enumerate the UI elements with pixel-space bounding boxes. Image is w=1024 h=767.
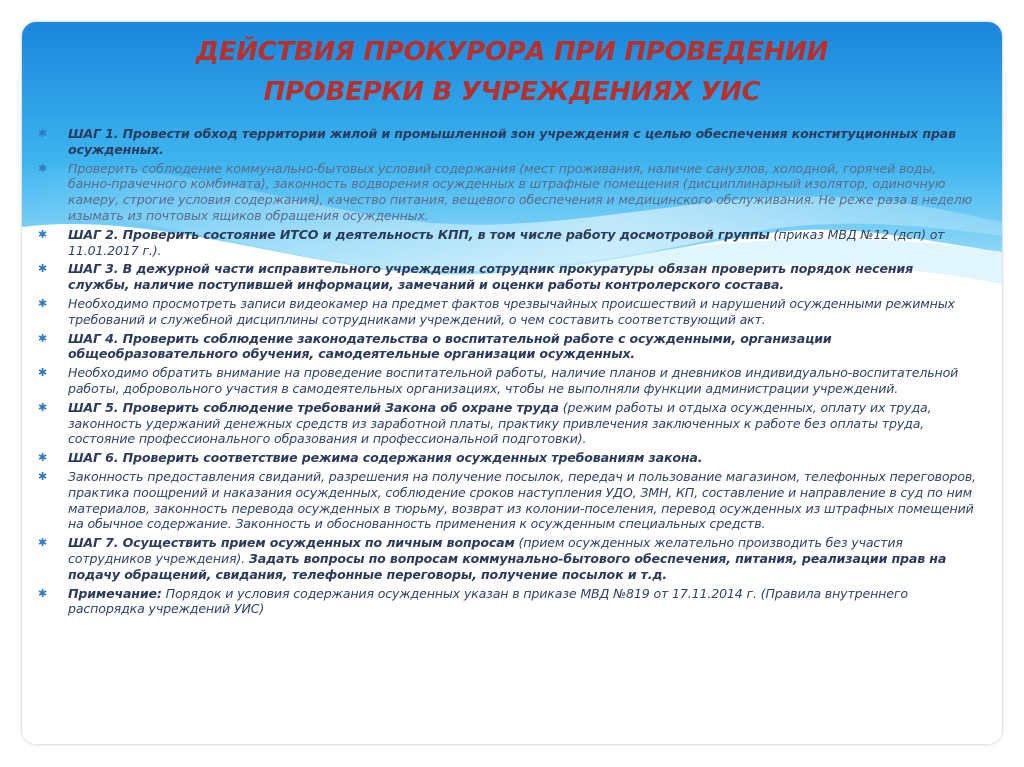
- item-bold-text: ШАГ 1. Провести обход территории жилой и промышленной зон учреждения с целью обеспечения конституционных прав осужденных.: [68, 126, 956, 157]
- list-item: [36, 469, 976, 532]
- list-item: [36, 365, 976, 397]
- item-bold-text-2: Задать вопросы по вопросам коммунально-бытового обеспечения, питания, реализации прав на подачу обращений, свидания, телефонные переговоры, получение посылок и т.д.: [68, 550, 947, 582]
- steps-list: [36, 126, 976, 620]
- item-text: Необходимо просмотреть записи видеокамер на предмет фактов чрезвычайных происшествий и нарушений осужденными режимных требований и служебной дисциплины сотрудниками учреждений, о чем составить соответствующий акт.: [68, 295, 955, 327]
- item-bold-text: ШАГ 5. Проверить соблюдение требований Закона об охране труда: [68, 399, 559, 415]
- list-item: [36, 535, 976, 582]
- item-text: Проверить соблюдение коммунально-бытовых условий содержания (мест проживания, наличие санузлов, холодной, горячей воды, банно-прачечного комбината), законность водворения осужденных в штрафные помещения (дисциплинарный изолятор, одиночную камеру, строгие условия содержания), качество питания, вещевого обеспечения и медицинского обслуживания. Не реже раза в неделю изымать из почтовых ящиков обращения осужденных.: [68, 160, 973, 223]
- item-bold-text: ШАГ 3. В дежурной части исправительного учреждения сотрудник прокуратуры обязан проверить порядок несения службы, наличие поступившей информации, замечаний и оценки работы контролерского состава.: [68, 261, 914, 293]
- asterisk-bullet-icon: ✱: [38, 296, 48, 310]
- asterisk-bullet-icon: ✱: [38, 536, 48, 550]
- list-item: [36, 126, 976, 158]
- asterisk-bullet-icon: ✱: [38, 227, 48, 241]
- title-line-1: ДЕЙСТВИЯ ПРОКУРОРА ПРИ ПРОВЕДЕНИИ: [195, 37, 829, 67]
- list-item: [36, 161, 976, 224]
- asterisk-bullet-icon: ✱: [38, 451, 48, 465]
- asterisk-bullet-icon: ✱: [38, 400, 48, 414]
- list-item: [36, 586, 976, 618]
- item-bold-text: ШАГ 4. Проверить соблюдение законодательства о воспитательной работе с осужденными, организации общеобразовательного обучения, самодеятельные организации осужденных.: [68, 330, 832, 362]
- list-item: [36, 450, 976, 466]
- item-text: (приказ МВД №12 (дсп) от 11.01.2017 г.).: [68, 226, 945, 258]
- title-line-2: ПРОВЕРКИ В УЧРЕЖДЕНИЯХ УИС: [263, 77, 761, 107]
- item-bold-text: ШАГ 6. Проверить соответствие режима содержания осужденных требованиям закона.: [68, 450, 703, 466]
- item-text: Законность предоставления свиданий, разрешения на получение посылок, передач и пользование магазином, телефонных переговоров, практика поощрений и наказания осужденных, соблюдение сроков наступления УДО, ЗМН, КП, составление и направление в суд по ним материалов, законность перевода осужденных в тюрьму, возврат из колонии-поселения, перевод осужденных из штрафных помещений на обычное содержание. Законность и обоснованность применения к осужденным специальных средств.: [68, 468, 977, 532]
- item-bold-text: ШАГ 2. Проверить состояние ИТСО и деятельность КПП, в том числе работу досмотровой группы: [68, 226, 770, 242]
- asterisk-bullet-icon: ✱: [38, 262, 48, 276]
- asterisk-bullet-icon: ✱: [38, 127, 48, 140]
- list-item: [36, 296, 976, 328]
- slide: [22, 22, 1002, 744]
- asterisk-bullet-icon: ✱: [38, 469, 48, 483]
- asterisk-bullet-icon: ✱: [38, 161, 48, 175]
- page-title: [82, 32, 942, 112]
- list-item: [36, 400, 976, 447]
- list-item: [36, 261, 976, 293]
- asterisk-bullet-icon: ✱: [38, 331, 48, 345]
- item-text: (режим работы и отдыха осужденных, оплату их труда, законность удержаний денежных средств из заработной платы, практику привлечения заключенных к работе без оплаты труда, состояние профессионального образования и профессиональной подготовки).: [68, 399, 932, 447]
- item-text: Необходимо обратить внимание на проведение воспитательной работы, наличие планов и дневников индивидуально-воспитательной работы, добровольного участия в самодеятельных организациях, чтобы не выполняли функции администрации учреждений.: [68, 365, 959, 396]
- asterisk-bullet-icon: ✱: [38, 366, 48, 380]
- list-item: [36, 331, 976, 363]
- list-item: [36, 227, 976, 259]
- item-text: (прием осужденных желательно производить без участия сотрудников учреждения).: [68, 535, 903, 566]
- item-text: Порядок и условия содержания осужденных указан в приказе МВД №819 от 17.11.2014 г. (Правила внутреннего распорядка учреждений УИС): [68, 585, 908, 617]
- asterisk-bullet-icon: ✱: [38, 586, 48, 600]
- item-bold-text: Примечание:: [68, 585, 162, 601]
- item-bold-text: ШАГ 7. Осуществить прием осужденных по личным вопросам: [68, 535, 515, 551]
